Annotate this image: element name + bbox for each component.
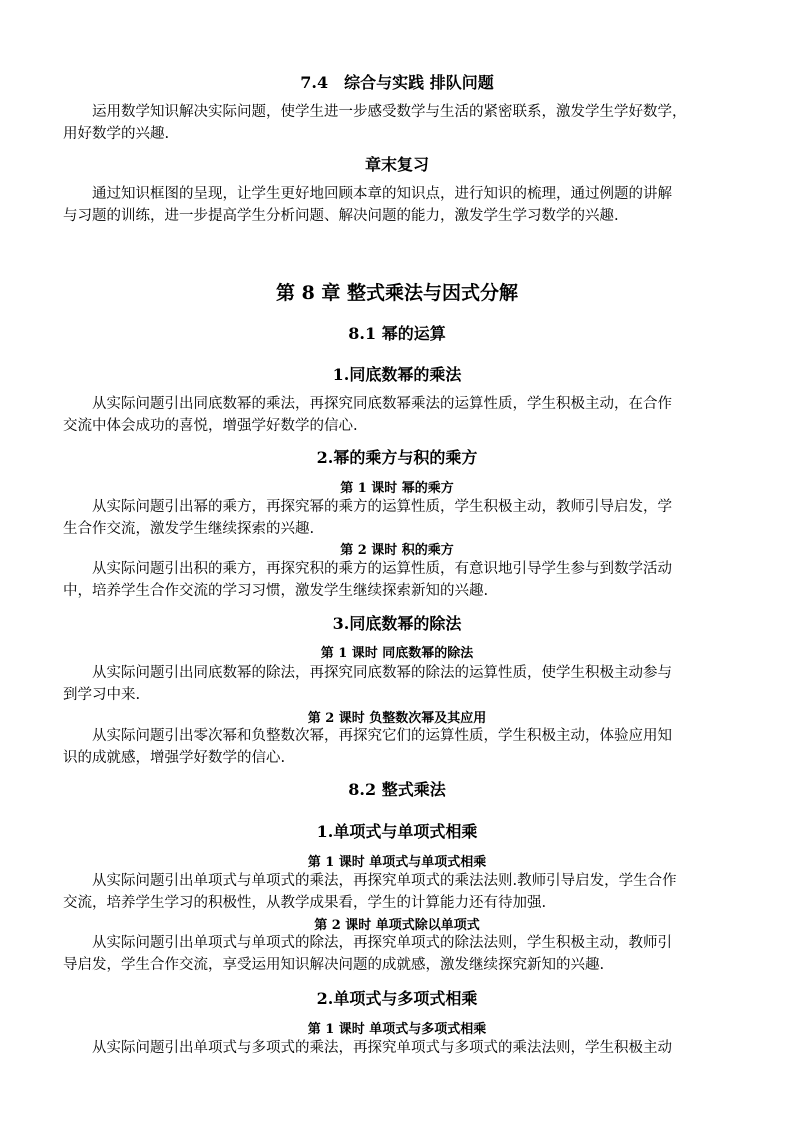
text-line: 从实际问题引出单项式与单项式的乘法，再探究单项式的乘法法则.教师引导启发，学生合作 bbox=[92, 873, 677, 889]
lesson-title: 第 1 课时 单项式与单项式相乘 bbox=[307, 855, 487, 870]
lesson-title: 第 2 课时 负整数次幂及其应用 bbox=[307, 711, 487, 726]
text-line: 从实际问题引出单项式与多项式的乘法，再探究单项式与多项式的乘法法则，学生积极主动 bbox=[92, 1040, 672, 1056]
chapter-title: 第 8 章 整式乘法与因式分解 bbox=[275, 282, 519, 304]
text-line: 到学习中来. bbox=[63, 687, 141, 703]
text-line: 识的成就感，增强学好数学的信心. bbox=[63, 750, 286, 766]
text-line: 运用数学知识解决实际问题，使学生进一步感受数学与生活的紧密联系，激发学生学好数学， bbox=[92, 104, 687, 120]
subsection-title: 2.幂的乘方与积的乘方 bbox=[316, 448, 478, 467]
paragraph bbox=[63, 558, 731, 602]
paragraph bbox=[63, 393, 731, 437]
text-line: 用好数学的兴趣. bbox=[63, 126, 170, 142]
section-title-8-1: 8.1 幂的运算 bbox=[348, 324, 446, 343]
section-title-8-2: 8.2 整式乘法 bbox=[348, 780, 446, 799]
text-line: 从实际问题引出同底数幂的除法，再探究同底数幂的除法的运算性质，使学生积极主动参与 bbox=[92, 665, 672, 681]
paragraph bbox=[63, 662, 731, 706]
text-line: 交流，培养学生学习的积极性，从教学成果看，学生的计算能力还有待加强. bbox=[63, 895, 547, 911]
lesson-title: 第 2 课时 单项式除以单项式 bbox=[314, 918, 480, 933]
text-line: 导启发，学生合作交流，享受运用知识解决问题的成就感，激发继续探究新知的兴趣. bbox=[63, 957, 605, 973]
paragraph bbox=[63, 496, 731, 540]
text-line: 从实际问题引出单项式与单项式的除法，再探究单项式的除法法则，学生积极主动，教师引 bbox=[92, 935, 672, 951]
text-line: 从实际问题引出幂的乘方，再探究幂的乘方的运算性质，学生积极主动，教师引导启发，学 bbox=[92, 499, 672, 515]
text-line: 从实际问题引出同底数幂的乘法，再探究同底数幂乘法的运算性质，学生积极主动，在合作 bbox=[92, 396, 672, 412]
section-title-7-4: 7.4 综合与实践 排队问题 bbox=[300, 73, 494, 92]
paragraph bbox=[63, 932, 731, 976]
section-title-review: 章末复习 bbox=[364, 155, 429, 174]
paragraph-7-4 bbox=[63, 101, 731, 145]
subsection-title: 1.同底数幂的乘法 bbox=[332, 365, 462, 384]
subsection-title: 1.单项式与单项式相乘 bbox=[316, 822, 478, 841]
text-line: 中，培养学生合作交流的学习习惯，激发学生继续探索新知的兴趣. bbox=[63, 583, 489, 599]
subsection-title: 3.同底数幂的除法 bbox=[332, 614, 462, 633]
paragraph-review bbox=[63, 183, 731, 227]
lesson-title: 第 1 课时 幂的乘方 bbox=[340, 481, 454, 496]
paragraph bbox=[63, 725, 731, 769]
subsection-title: 2.单项式与多项式相乘 bbox=[316, 989, 478, 1008]
text-line: 通过知识框图的呈现，让学生更好地回顾本章的知识点，进行知识的梳理，通过例题的讲解 bbox=[92, 186, 672, 202]
text-line: 从实际问题引出积的乘方，再探究积的乘方的运算性质，有意识地引导学生参与到数学活动 bbox=[92, 561, 672, 577]
lesson-title: 第 1 课时 单项式与多项式相乘 bbox=[307, 1022, 487, 1037]
paragraph bbox=[63, 1037, 731, 1059]
text-line: 从实际问题引出零次幂和负整数次幂，再探究它们的运算性质，学生积极主动，体验应用知 bbox=[92, 728, 672, 744]
paragraph bbox=[63, 870, 731, 914]
text-line: 生合作交流，激发学生继续探索的兴趣. bbox=[63, 521, 315, 537]
lesson-title: 第 2 课时 积的乘方 bbox=[340, 543, 454, 558]
text-line: 交流中体会成功的喜悦，增强学好数学的信心. bbox=[63, 418, 358, 434]
lesson-title: 第 1 课时 同底数幂的除法 bbox=[320, 646, 474, 661]
text-line: 与习题的训练，进一步提高学生分析问题、解决问题的能力，激发学生学习数学的兴趣. bbox=[63, 208, 619, 224]
